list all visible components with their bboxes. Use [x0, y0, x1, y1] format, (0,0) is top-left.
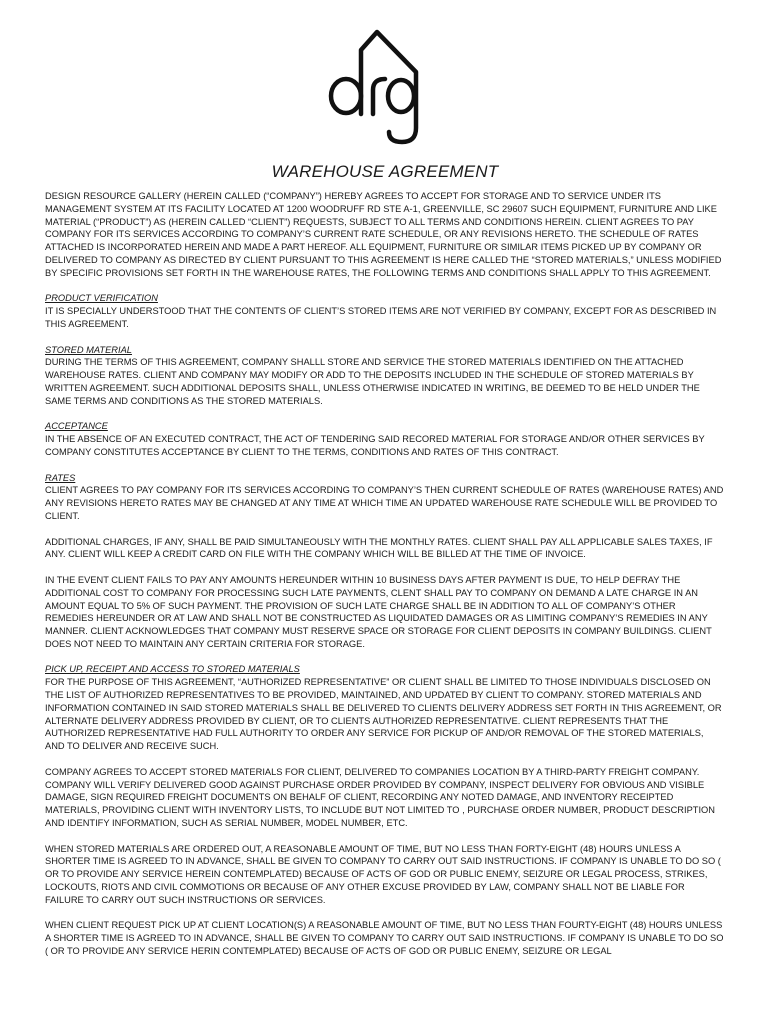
section-heading: ACCEPTANCE [45, 421, 108, 432]
section-heading: RATES [45, 472, 76, 483]
document-body [45, 190, 725, 971]
section-heading: STORED MATERIAL [45, 344, 132, 355]
section-4 [45, 663, 725, 753]
section-paragraph: IT IS SPECIALLY UNDERSTOOD THAT THE CONTENTS OF CLIENT’S STORED ITEMS ARE NOT VERIFIED BY COMPANY, EXCEPT FOR AS DESCRIBED IN THIS AGREEMENT. [45, 306, 717, 329]
section-paragraph: IN THE EVENT CLIENT FAILS TO PAY ANY AMOUNTS HEREUNDER WITHIN 10 BUSINESS DAYS AFTER PAYMENT IS DUE, TO HELP DEFRAY THE ADDITIONAL COST TO COMPANY FOR PROCESSING SUCH LATE PAYMENTS, CLENT SHALL PAY TO COMPANY ON DEMAND A LATE CHARGE IN AN AMOUNT EQUAL TO 5% OF SUCH PAYMENT. THE PROVISION OF SUCH LATE CHARGE SHALL BE IN ADDITION TO ALL OF COMPANY’S OTHER REMEDIES HEREUNDER OR AT LAW AND SHALL NOT BE CONSTRUCTED AS LIQUIDATED DAMAGES OR AS LIMITING COMPANY’S REMEDIES IN ANY MANNER. CLIENT ACKNOWLEDGES THAT COMPANY MUST RESERVE SPACE OR STORAGE FOR CLIENT DEPOSITS IN COMPANY BUILDINGS. CLIENT DOES NOT NEED TO MAINTAIN ANY CERTAIN CRITERIA FOR STORAGE. [45, 574, 712, 649]
drg-logo-icon [325, 26, 445, 146]
section-paragraph: WHEN CLIENT REQUEST PICK UP AT CLIENT LOCATION(S) A REASONABLE AMOUNT OF TIME, BUT NO LESS THAN FOURTY-EIGHT (48) HOURS UNLESS A SHORTER TIME IS AGREED TO IN ADVANCE, SHALL BE GIVEN TO COMPANY TO CARRY OUT SAID INSTRUCTIONS. IF COMPANY IS UNABLE TO DO SO ( OR TO PROVIDE ANY SERVICE HERIN CONTEMPLATED) BECAUSE OF ACTS OF GOD OR PUBLIC ENEMY, SEIZURE OR LEGAL [45, 920, 724, 957]
company-logo [0, 26, 770, 151]
section-paragraph: IN THE ABSENCE OF AN EXECUTED CONTRACT, THE ACT OF TENDERING SAID RECORED MATERIAL FOR STORAGE AND/OR OTHER SERVICES BY COMPANY CONSTITUTES ACCEPTANCE BY CLIENT TO THE TERMS, CONDITIONS AND RATES OF THIS CONTRACT. [45, 434, 705, 457]
section-1 [45, 344, 725, 408]
section-2 [45, 420, 725, 458]
page-title: WAREHOUSE AGREEMENT [271, 162, 499, 181]
section-paragraph: FOR THE PURPOSE OF THIS AGREEMENT, “AUTHORIZED REPRESENTATIVE” OR CLIENT SHALL BE LIMITED TO THOSE INDIVIDUALS DISCLOSED ON THE LIST OF AUTHORIZED REPRESENTATIVES TO BE PROVIDED, MAINTAINED, AND UPDATED BY CLIENT TO COMPANY. STORED MATERIALS AND INFORMATION CONTAINED IN SAID STORED MATERIALS SHALL BE DELIVERED TO CLIENTS DELIVERY ADDRESS SET FORTH IN THIS AGREEMENT, OR ALTERNATE DELIVERY ADDRESS PROVIDED BY CLIENT, OR TO CLIENTS AUTHORIZED REPRESENTATIVE. CLIENT REPRESENTS THAT THE AUTHORIZED REPRESENTATIVE HAD FULL AUTHORITY TO ORDER ANY SERVICE FOR PICKUP OF AND/OR REMOVAL OF THE STORED MATERIALS, AND TO DELIVER AND RECEIVE SUCH. [45, 677, 722, 752]
section-paragraph: DURING THE TERMS OF THIS AGREEMENT, COMPANY SHALLL STORE AND SERVICE THE STORED MATERIALS IDENTIFIED ON THE ATTACHED WAREHOUSE RATES. CLIENT AND COMPANY MAY MODIFY OR ADD TO THE DEPOSITS INCLUDED IN THE SCHEDULE OF STORED MATERIALS BY WRITTEN AGREEMENT. SUCH ADDITIONAL DEPOSITS SHALL, UNLESS OTHERWISE INDICATED IN WRITING, BE DEEMED TO BE HELD UNDER THE SAME TERMS AND CONDITIONS AS THE STORED MATERIALS. [45, 357, 700, 406]
section-paragraph: ADDITIONAL CHARGES, IF ANY, SHALL BE PAID SIMULTANEOUSLY WITH THE MONTHLY RATES. CLIENT SHALL PAY ALL APPLICABLE SALES TAXES, IF ANY. CLIENT WILL KEEP A CREDIT CARD ON FILE WITH THE COMPANY WHICH WILL BE BILLED AT THE TIME OF INVOICE. [45, 536, 713, 560]
intro-paragraph: DESIGN RESOURCE GALLERY (HEREIN CALLED (“COMPANY”) HEREBY AGREES TO ACCEPT FOR STORAGE AND TO SERVICE UNDER ITS MANAGEMENT SYSTEM AT ITS FACILITY LOCATED AT 1200 WOODRUFF RD STE A-1, GREENVILLE, SC 29607 SUCH EQUIPMENT, FURNITURE AND LIKE MATERIAL (“PRODUCT”) AS (HEREIN CALLED “CLIENT”) REQUESTS, SUBJECT TO ALL TERMS AND CONDITIONS HEREIN. CLIENT AGREES TO PAY COMPANY FOR ITS SERVICES ACCORDING TO COMPANY’S CURRENT RATE SCHEDULE, OR ANY REVISIONS HERETO. THE SCHEDULE OF RATES ATTACHED IS INCORPORATED HEREIN AND MADE A PART HEREOF. ALL EQUIPMENT, FURNITURE OR SIMILAR ITEMS PICKED UP BY COMPANY OR DELIVERED TO COMPANY AS DIRECTED BY CLIENT PURSUANT TO THIS AGREEMENT IS HERE CALLED THE “STORED MATERIALS,” UNLESS MODIFIED BY SPECIFIC PROVISIONS SET FORTH IN THE WAREHOUSE RATES, THE FOLLOWING TERMS AND CONDITIONS SHALL APPLY TO THIS AGREEMENT. [45, 191, 722, 278]
section-paragraph: WHEN STORED MATERIALS ARE ORDERED OUT, A REASONABLE AMOUNT OF TIME, BUT NO LESS THAN FORTY-EIGHT (48) HOURS UNLESS A SHORTER TIME IS AGREED TO IN ADVANCE, SHALL BE GIVEN TO COMPANY TO CARRY OUT SAID INSTRUCTIONS. IF COMPANY IS UNABLE TO DO SO ( OR TO PROVIDE ANY SERVICE HEREIN CONTEMPLATED) BECAUSE OF ACTS OF GOD OR PUBLIC ENEMY, SEIZURE OR LEGAL PROCESS, STRIKES, LOCKOUTS, RIOTS AND CIVIL COMMOTIONS OR BECAUSE OF ANY OTHER EXCUSE PROVIDED BY LAW, COMPANY SHALL NOT BE LIABLE FOR FAILURE TO CARRY OUT SUCH INSTRUCTIONS OR SERVICES. [45, 843, 721, 905]
section-paragraph: CLIENT AGREES TO PAY COMPANY FOR ITS SERVICES ACCORDING TO COMPANY’S THEN CURRENT SCHEDULE OF RATES (WAREHOUSE RATES) AND ANY REVISIONS HERETO RATES MAY BE CHANGED AT ANY TIME AT WHICH TIME AN UPDATED WAREHOUSE RATE SCHEDULE WILL BE PROVIDED TO CLIENT. [45, 485, 724, 521]
section-0 [45, 292, 725, 330]
section-heading: PICK UP, RECEIPT AND ACCESS TO STORED MATERIALS [45, 664, 300, 675]
section-3 [45, 472, 725, 523]
section-heading: PRODUCT VERIFICATION [45, 293, 158, 304]
section-paragraph: COMPANY AGREES TO ACCEPT STORED MATERIALS FOR CLIENT, DELIVERED TO COMPANIES LOCATION BY A THIRD-PARTY FREIGHT COMPANY. COMPANY WILL VERIFY DELIVERED GOOD AGAINST PURCHASE ORDER PROVIDED BY COMPANY, INSPECT DELIVERY FOR OBVIOUS AND VISIBLE DAMAGE, SIGN REQUIRED FREIGHT DOCUMENTS ON BEHALF OF CLIENT, RECORDING ANY NOTED DAMAGE, AND INVENTORY RECEIPTED MATERIALS, PROVIDING CLIENT WITH INVENTORY LISTS, TO INCLUDE BUT NOT LIMITED TO , PURCHASE ORDER NUMBER, PRODUCT DESCRIPTION AND IDENTIFY INFORMATION, SUCH AS SERIAL NUMBER, MODEL NUMBER, ETC. [45, 766, 716, 829]
